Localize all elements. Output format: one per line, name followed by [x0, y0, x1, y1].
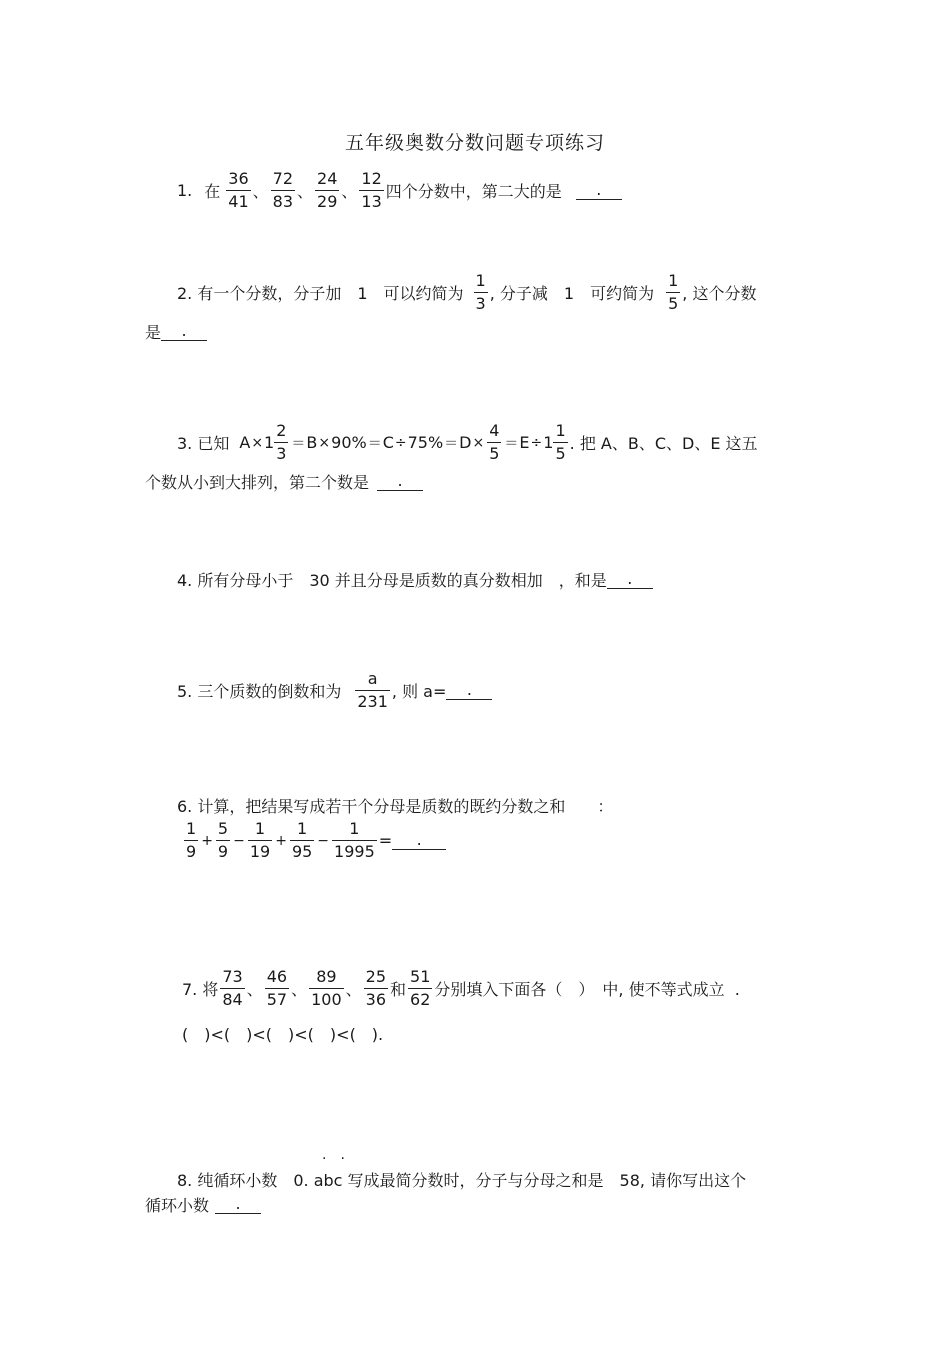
answer-blank[interactable]: .	[377, 472, 423, 491]
question-3-cont	[145, 470, 423, 493]
fraction: $\frac{4}{5}$	[489, 421, 500, 463]
fraction: $\frac{51}{62}$	[410, 967, 431, 1009]
q2-text-2: , 分子减 1 可约简为	[489, 284, 655, 303]
q2-text-1: 2. 有一个分数，分子加 1 可以约简为	[177, 284, 464, 303]
fraction: $\frac{1}{95}$	[291, 819, 313, 861]
fraction: $\frac{1}{1995}$	[334, 819, 375, 861]
fraction: $\frac{1}{5}$	[668, 271, 679, 313]
question-2	[177, 272, 756, 313]
percent-75: 75%	[407, 433, 444, 452]
fraction: $\frac{24}{29}$	[317, 169, 338, 211]
fraction: $\frac{2}{3}$	[276, 421, 287, 463]
equals-sign: ＝	[444, 435, 459, 452]
q3-text-2: . 把 A、B、C、D、E 这五	[569, 434, 758, 453]
separator: 、	[345, 980, 362, 999]
divide-sign: ÷	[530, 434, 543, 451]
var-e: E	[519, 433, 530, 452]
separator: 、	[252, 182, 269, 201]
answer-blank[interactable]: .	[576, 181, 622, 200]
answer-blank[interactable]: .	[446, 681, 492, 700]
question-8-cont	[145, 1193, 261, 1216]
fraction: $\frac{a}{231}$	[357, 669, 388, 711]
separator: 、	[291, 980, 308, 999]
question-number: 1.	[177, 181, 193, 200]
fraction: $\frac{72}{83}$	[272, 169, 294, 211]
times-sign: ×	[251, 434, 264, 451]
q8-text-1: 8. 纯循环小数 0. abc 写成最简分数时，分子与分母之和是 58, 请你写出这个	[177, 1171, 747, 1190]
var-d: D	[459, 433, 472, 452]
q3-text-1: 3. 已知	[177, 434, 230, 453]
question-5	[177, 670, 492, 711]
q4-text: 4. 所有分母小于 30 并且分母是质数的真分数相加 ，和是	[177, 571, 607, 590]
equals-sign: =	[378, 831, 393, 850]
q2-text-3: , 这个分数	[682, 284, 757, 303]
percent-90: 90%	[331, 433, 367, 452]
var-b: B	[306, 433, 318, 452]
fraction: $\frac{1}{3}$	[475, 271, 486, 313]
question-3	[177, 422, 758, 463]
separator: 、	[341, 182, 358, 201]
question-6	[177, 794, 613, 817]
plus-sign: +	[201, 832, 213, 849]
fraction: $\frac{73}{84}$	[222, 967, 243, 1009]
repeating-dots: . .	[322, 1147, 345, 1163]
fraction: $\frac{46}{57}$	[266, 967, 288, 1009]
fraction: $\frac{25}{36}$	[365, 967, 387, 1009]
q5-text-1: 5. 三个质数的倒数和为	[177, 682, 342, 701]
times-sign: ×	[472, 434, 485, 451]
question-7-cont	[182, 1022, 383, 1045]
fraction: $\frac{12}{13}$	[361, 169, 382, 211]
separator: 、	[297, 182, 314, 201]
question-8	[177, 1168, 746, 1191]
question-4	[177, 568, 653, 591]
q7-inequality: ( )<( )<( )<( )<( ).	[182, 1025, 384, 1044]
plus-sign: +	[275, 832, 287, 849]
var-c: C	[382, 433, 394, 452]
equals-sign: ＝	[291, 435, 306, 452]
equals-sign: ＝	[504, 435, 519, 452]
question-1	[177, 170, 622, 211]
whole-part: 1	[543, 433, 554, 452]
minus-sign: −	[317, 832, 330, 849]
fraction: $\frac{89}{100}$	[311, 967, 342, 1009]
minus-sign: −	[233, 832, 245, 849]
equals-sign: ＝	[367, 435, 382, 452]
fraction: $\frac{36}{41}$	[228, 169, 249, 211]
fraction: $\frac{1}{19}$	[249, 819, 271, 861]
q8-text-2: 循环小数	[145, 1196, 210, 1215]
q7-text-1: 7. 将	[182, 980, 219, 999]
question-6-expr	[182, 820, 446, 861]
and-word: 和	[390, 980, 407, 999]
whole-part: 1	[264, 433, 275, 452]
answer-blank[interactable]: .	[161, 322, 207, 341]
fraction: $\frac{1}{5}$	[555, 421, 566, 463]
times-sign: ×	[318, 434, 331, 451]
question-2-cont	[145, 320, 207, 343]
answer-blank[interactable]: .	[607, 570, 653, 589]
q6-text-1: 6. 计算，把结果写成若干个分母是质数的既约分数之和 ：	[177, 797, 614, 816]
q1-text: 四个分数中，第二大的是	[385, 182, 562, 201]
fraction: $\frac{1}{9}$	[186, 819, 197, 861]
separator: 、	[246, 980, 263, 999]
q3-text-3: 个数从小到大排列，第二个数是	[145, 473, 370, 492]
question-7	[182, 968, 740, 1009]
answer-blank[interactable]: .	[392, 831, 446, 850]
q7-text-2: 分别填入下面各（ ） 中, 使不等式成立 .	[434, 980, 740, 999]
var-a: A	[239, 433, 251, 452]
divide-sign: ÷	[394, 434, 407, 451]
q2-text-4: 是	[145, 323, 162, 342]
answer-blank[interactable]: .	[215, 1195, 261, 1214]
q5-text-2: , 则 a=	[391, 682, 447, 701]
page-title: 五年级奥数分数问题专项练习	[344, 132, 605, 154]
fraction: $\frac{5}{9}$	[217, 819, 229, 861]
q1-prefix: 在	[204, 182, 221, 201]
